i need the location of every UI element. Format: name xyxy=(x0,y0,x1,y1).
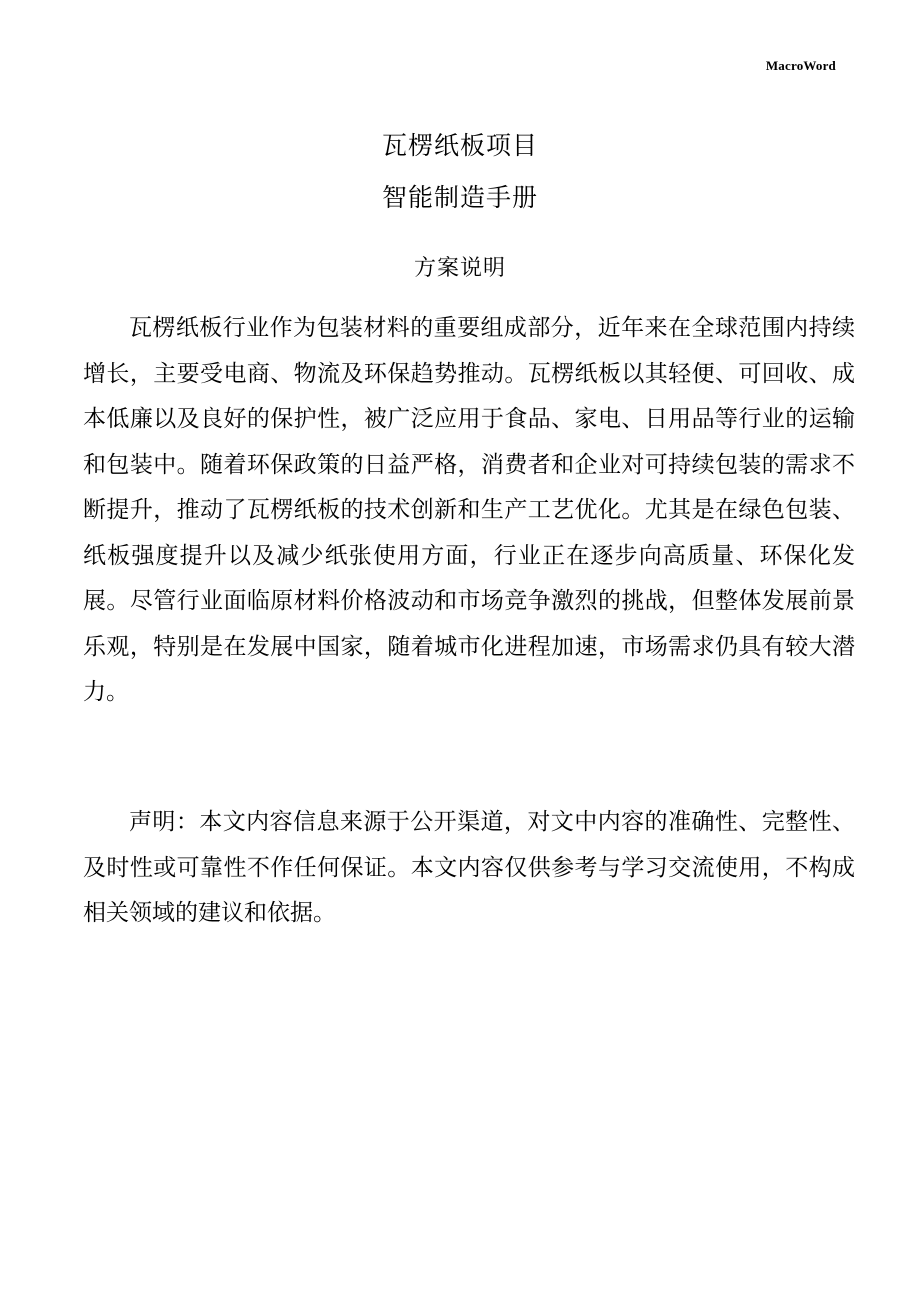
intro-paragraph: 瓦楞纸板行业作为包装材料的重要组成部分，近年来在全球范围内持续增长，主要受电商、物流及环保趋势推动。瓦楞纸板以其轻便、可回收、成本低廉以及良好的保护性，被广泛应用于食品、家电、日用品等行业的运输和包装中。随着环保政策的日益严格，消费者和企业对可持续包装的需求不断提升，推动了瓦楞纸板的技术创新和生产工艺优化。尤其是在绿色包装、纸板强度提升以及减少纸张使用方面，行业正在逐步向高质量、环保化发展。尽管行业面临原材料价格波动和市场竞争激烈的挑战，但整体发展前景乐观，特别是在发展中国家，随着城市化进程加速，市场需求仍具有较大潜力。 xyxy=(83,315,855,705)
document-title xyxy=(0,120,920,224)
title-line-1: 瓦楞纸板项目 xyxy=(381,131,538,160)
disclaimer-paragraph: 声明：本文内容信息来源于公开渠道，对文中内容的准确性、完整性、及时性或可靠性不作任何保证。本文内容仅供参考与学习交流使用，不构成相关领域的建议和依据。 xyxy=(83,809,855,926)
header-brand: MacroWord xyxy=(765,58,836,73)
section-heading: 方案说明 xyxy=(413,256,506,281)
title-line-2: 智能制造手册 xyxy=(381,183,538,212)
